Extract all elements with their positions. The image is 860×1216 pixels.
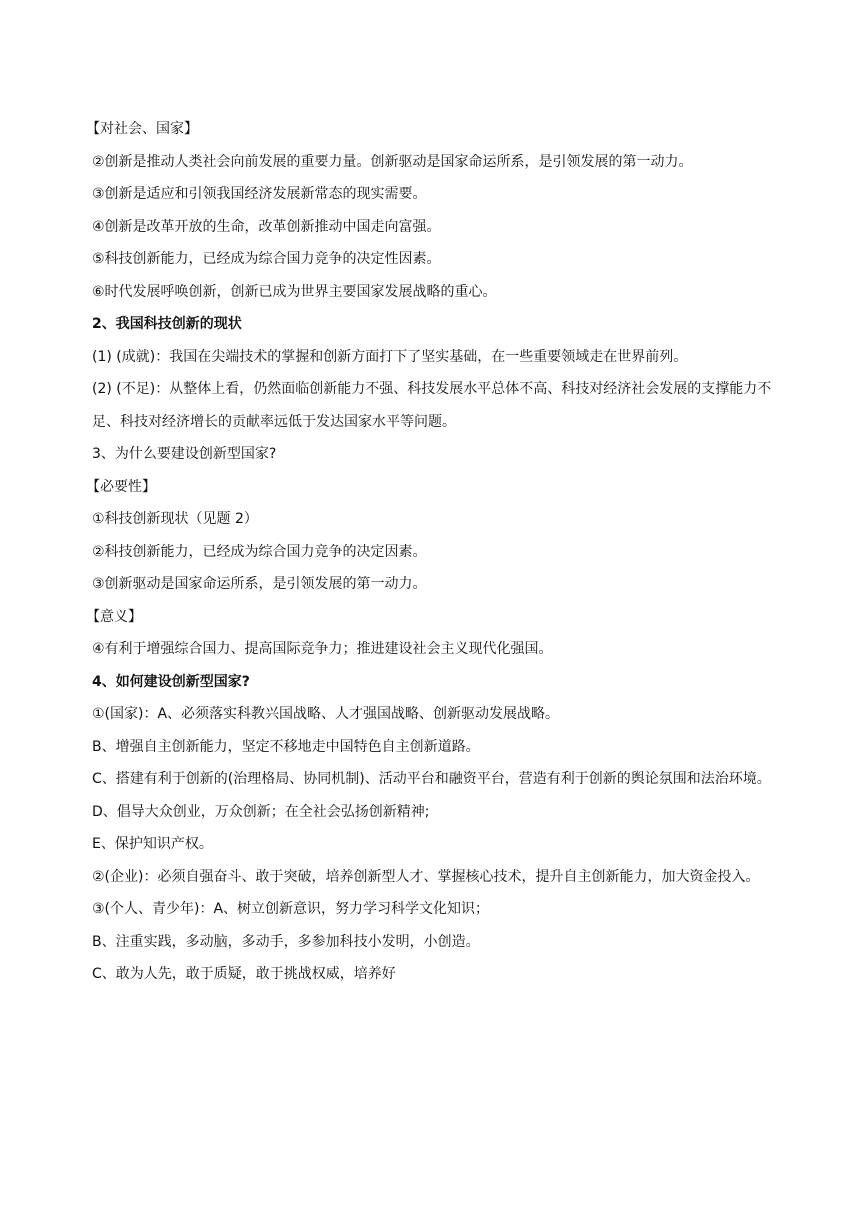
paragraph-line: C、搭建有利于创新的(治理格局、协同机制)、活动平台和融资平台，营造有利于创新的舆论氛围和法治环境。 — [92, 771, 771, 787]
paragraph-line: ④创新是改革开放的生命，改革创新推动中国走向富强。 — [92, 218, 441, 235]
paragraph-line: C、敢为人先，敢于质疑，敢于挑战权威，培养好 — [92, 966, 396, 982]
paragraph-line: (1) (成就)：我国在尖端技术的掌握和创新方面打下了坚实基础，在一些重要领域走在世界前列。 — [92, 348, 688, 365]
paragraph-line: ②创新是推动人类社会向前发展的重要力量。创新驱动是国家命运所系，是引领发展的第一动力。 — [92, 153, 693, 170]
paragraph-line: D、倡导大众创业，万众创新；在全社会弘扬创新精神; — [92, 803, 430, 820]
paragraph-line: B、注重实践，多动脑，多动手，多参加科技小发明，小创造。 — [92, 933, 480, 950]
paragraph-line: ①(国家)：A、必须落实科教兴国战略、人才强国战略、创新驱动发展战略。 — [92, 706, 560, 722]
paragraph-line: ①科技创新现状（见题 2） — [92, 511, 258, 527]
paragraph-line: ③创新是适应和引领我国经济发展新常态的现实需要。 — [92, 186, 427, 202]
paragraph-line: ⑤科技创新能力，已经成为综合国力竞争的决定性因素。 — [92, 251, 441, 267]
paragraph-line: ⑥时代发展呼唤创新，创新已成为世界主要国家发展战略的重心。 — [92, 283, 497, 300]
paragraph-line: ②科技创新能力，已经成为综合国力竞争的决定因素。 — [92, 543, 427, 560]
paragraph-line: E、保护知识产权。 — [92, 836, 213, 852]
paragraph-line: B、增强自主创新能力，坚定不移地走中国特色自主创新道路。 — [92, 738, 480, 755]
document-body — [86, 113, 780, 991]
section-heading-3: 3、为什么要建设创新型国家? — [92, 446, 277, 462]
section-heading-4: 4、如何建设创新型国家? — [92, 673, 250, 690]
paragraph-line: ③创新驱动是国家命运所系，是引领发展的第一动力。 — [92, 576, 427, 592]
section-heading-society-nation: 【对社会、国家】 — [86, 121, 198, 137]
section-heading-2: 2、我国科技创新的现状 — [92, 316, 242, 332]
paragraph-line: ②(企业)：必须自强奋斗、敢于突破，培养创新型人才、掌握核心技术，提升自主创新能力，加大资金投入。 — [92, 868, 760, 885]
paragraph-line: (2) (不足)：从整体上看，仍然面临创新能力不强、科技发展水平总体不高、科技对经济社会发展的支撑能力不足、科技对经济增长的贡献率远低于发达国家水平等问题。 — [92, 381, 772, 430]
paragraph-line: ④有利于增强综合国力、提高国际竞争力；推进建设社会主义现代化强国。 — [92, 641, 553, 657]
subheading-necessity: 【必要性】 — [86, 478, 156, 495]
subheading-significance: 【意义】 — [86, 608, 142, 625]
paragraph-line: ③(个人、青少年)：A、树立创新意识，努力学习科学文化知识； — [92, 901, 490, 917]
